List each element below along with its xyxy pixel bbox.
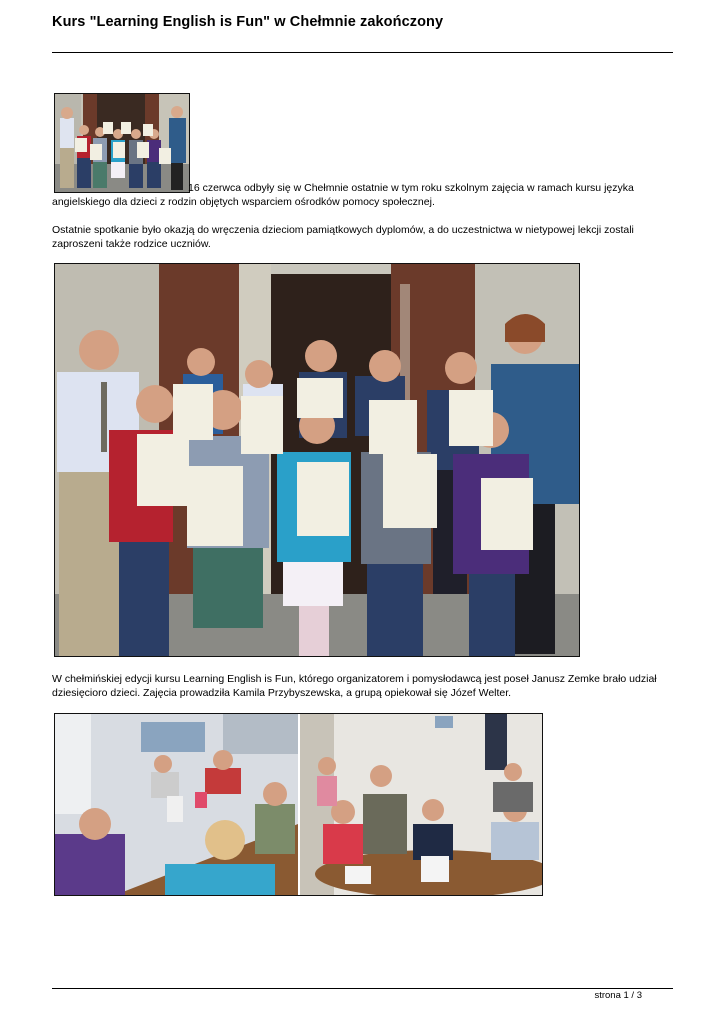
paragraph-intro: 16 czerwca odbyły się w Chełmnie ostatnie w tym roku szkolnym zajęcia w ramach kursu języka angielskiego dla dzieci z rodzin objętych wsparciem ośrodków pomocy społecznej. [52,182,634,208]
photo-group-large [54,263,580,657]
page-title: Kurs "Learning English is Fun" w Chełmnie zakończony [52,14,444,30]
photo-group-small [54,93,190,193]
photo-classroom [54,713,543,896]
footer-divider [52,988,673,989]
paragraph-course-details: W chełmińskiej edycji kursu Learning English is Fun, którego organizatorem i pomysłodawcą jest poseł Janusz Zemke brało udział dziesięcioro dzieci. Zajęcia prowadziła Kamila Przybyszewska, a grupą opiekował się Józef Welter. [52,673,657,699]
paragraph-meeting: Ostatnie spotkanie było okazją do wręczenia dzieciom pamiątkowych dyplomów, a do uczestnictwa w nietypowej lekcji zostali zaproszeni także rodzice uczniów. [52,224,634,250]
page-number: strona 1 / 3 [594,990,642,1001]
header-divider [52,52,673,53]
